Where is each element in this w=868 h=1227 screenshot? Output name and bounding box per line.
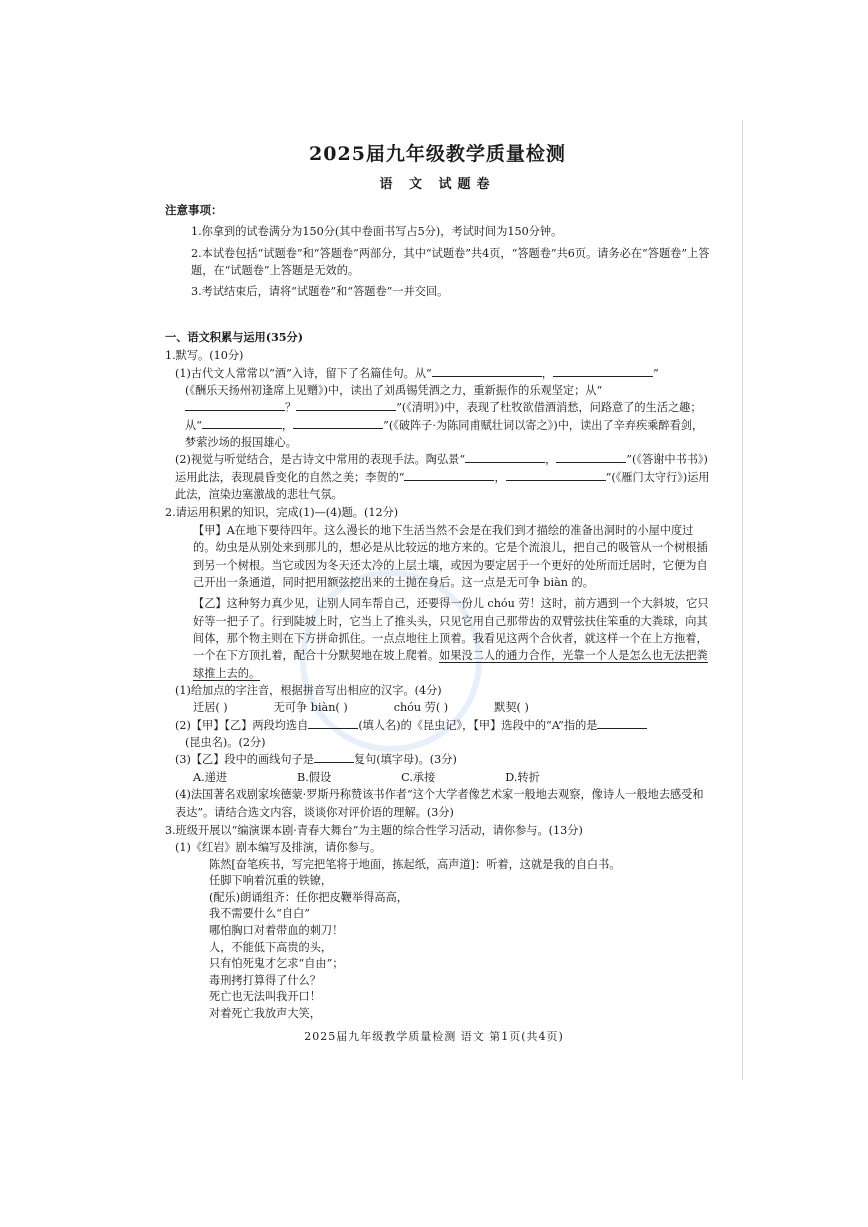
exam-subtitle: 语 文 试题卷 [379, 177, 496, 193]
question-1-part-1 [165, 365, 710, 452]
passage-yi [165, 595, 710, 682]
blank[interactable] [202, 417, 282, 429]
blank[interactable] [308, 717, 358, 729]
question-3-sub-1: (1)《红岩》剧本编写及排演，请你参与。 [175, 841, 382, 855]
option: A.递进 [193, 770, 228, 784]
question-3-head: 3.班级开展以“编演课本剧·青春大舞台”为主题的综合性学习活动，请你参与。(13分) [165, 823, 583, 837]
blank[interactable] [553, 365, 653, 377]
text: (昆虫名)。(2分) [185, 736, 266, 750]
notice-item-1: 1.你拿到的试卷满分为150分(其中卷面书写占5分)，考试时间为150分钟。 [191, 225, 563, 239]
blank[interactable] [185, 399, 285, 411]
page-footer: 2025届九年级教学质量检测 语文 第1页(共4页) [304, 1030, 564, 1043]
exam-page [165, 140, 710, 1022]
text: (2)视觉与听觉结合，是古诗文中常用的表现手法。陶弘景“ [175, 453, 466, 467]
question-2-sub-1: (1)给加点的字注音，根据拼音写出相应的汉字。(4分) [175, 684, 442, 698]
question-1-part-2 [165, 451, 710, 503]
poem-line: (配乐)朗诵组齐：任你把皮鞭举得高高， [209, 890, 408, 904]
item: 默契( ) [494, 701, 529, 715]
question-2-sub-2 [165, 717, 710, 752]
option-row [165, 769, 710, 786]
blank[interactable] [404, 469, 494, 481]
item: chóu 劳( ) [393, 701, 449, 715]
poem-block [165, 873, 710, 1022]
text: 复句(填字母)。(3分) [353, 753, 457, 767]
passage-jia: 【甲】A在地下要待四年。这么漫长的地下生活当然不会是在我们到才描绘的准备出洞时的小屋中度过的。幼虫是从别处来到那儿的，想必是从比较远的地方来的。它是个流浪儿，把自己的吸管从一个树根插到另一个树根。当它或因为冬天还太冷的上层土壤，或因为要定居于一个更好的处所而迁居时，它便为自己开出一条通道，同时把用额弦挖出来的土抛在身后。这一点是无可争 biàn 的。 [193, 523, 708, 589]
text: ， [545, 453, 557, 467]
blank[interactable] [506, 469, 606, 481]
text: ， [281, 418, 294, 432]
text: ”(《清明》)中，表现了杜牧欲借酒消愁，问路意了的生活之趣；从“ [185, 401, 702, 432]
text: ， [541, 366, 553, 380]
text: (填人名)的《昆虫记》，【甲】选段中的“A”指的是 [358, 718, 598, 732]
exam-title: 2025届九年级教学质量检测 [309, 143, 566, 165]
text: (1)古代文人常常以“酒”入诗，留下了名篇佳句。从“ [175, 366, 432, 380]
scan-edge-line [742, 120, 743, 1080]
poem-line: 只有怕死鬼才乞求“自由”； [209, 957, 344, 971]
text: ， [494, 470, 506, 484]
blank[interactable] [314, 751, 354, 763]
option: B.假设 [297, 770, 332, 784]
option: D.转折 [505, 770, 540, 784]
text: (《酬乐天扬州初逢席上见赠》)中，读出了刘禹锡凭酒之力，重新振作的乐观坚定；从“ [185, 383, 603, 397]
item: 无可争 biàn( ) [273, 701, 348, 715]
text: ”(《破阵子·为陈同甫赋壮词以寄之》)中，读出了辛弃疾乘醉看剑，梦萦沙场的报国雄心。 [185, 418, 704, 449]
poem-line: 我不需要什么“自白” [209, 907, 310, 921]
poem-line: 毒刑拷打算得了什么？ [209, 973, 321, 987]
pinyin-row [165, 699, 710, 716]
text: ”(《答谢中书书》)运用此法，表现晨昏变化的自然之美；李贺的“ [175, 453, 708, 484]
notice-item-3: 3.考试结束后，请将“试题卷”和“答题卷”一并交回。 [191, 285, 449, 299]
poem-line: 死亡也无法叫我开口！ [209, 990, 321, 1004]
text: ？ [285, 401, 297, 415]
question-2-sub-3 [165, 751, 710, 768]
stage-direction: 陈然[奋笔疾书，写完把笔将于地面，拣起纸，高声道]：听着，这就是我的自白书。 [209, 857, 621, 871]
blank[interactable] [293, 417, 383, 429]
poem-line: 任脚下响着沉重的铁镣， [209, 874, 333, 888]
text: ”(《雁门太守行》)运用此法，渲染边塞激战的悲壮气氛。 [175, 470, 710, 502]
blank[interactable] [465, 451, 545, 463]
question-2-head: 2.请运用积累的知识，完成(1)—(4)题。(12分) [165, 506, 399, 520]
text: ” [652, 366, 659, 380]
text: 【乙】这种努力真少见，让别人同车帮自己，还要得一份儿 chóu 劳！这时，前方遇到一个大斜坡，它只好等一把子了。行到陡坡上时，它当上了推头头，只见它用自己那带齿的双臂弦扶住笨重的大粪球，向其间体，那个物主则在下方拼命抓住。一点点地往上顶着。我看见这两个合伙者，就这样一个在上方拖着，一个在下方顶扎着，配合十分默契地在坡上爬着。 [193, 597, 709, 663]
poem-line: 对着死亡我放声大笑， [209, 1006, 321, 1020]
underlined-sentence: 如果没二人的通力合作，光靠一个人是怎么也无法把粪球推上去的。 [193, 649, 708, 680]
blank[interactable] [556, 451, 626, 463]
poem-line: 人，不能低下高贵的头， [209, 940, 333, 954]
blank[interactable] [597, 717, 647, 729]
notice-label: 注意事项： [165, 202, 223, 217]
section-heading: 一、语文积累与运用(35分) [165, 329, 304, 344]
blank[interactable] [296, 399, 396, 411]
option: C.承接 [401, 770, 436, 784]
poem-line: 哪怕胸口对着带血的刺刀！ [209, 923, 344, 937]
question-1-head: 1.默写。(10分) [165, 349, 244, 363]
text: (2)【甲】【乙】两段均选自 [175, 718, 309, 732]
question-2-sub-4: (4)法国著名戏剧家埃德蒙·罗斯丹称赞该书作者“这个大学者像艺术家一般地去观察，像诗人一般地去感受和表达”。请结合选文内容，谈谈你对评价语的理解。(3分) [175, 788, 704, 819]
text: (3)【乙】段中的画线句子是 [175, 753, 314, 767]
notice-item-2: 2.本试卷包括“试题卷”和“答题卷”两部分，其中“试题卷”共4页，“答题卷”共6页。请务必在“答题卷”上答题，在“试题卷”上答题是无效的。 [191, 246, 710, 278]
item: 迁居( ) [193, 701, 228, 715]
blank[interactable] [432, 365, 542, 377]
